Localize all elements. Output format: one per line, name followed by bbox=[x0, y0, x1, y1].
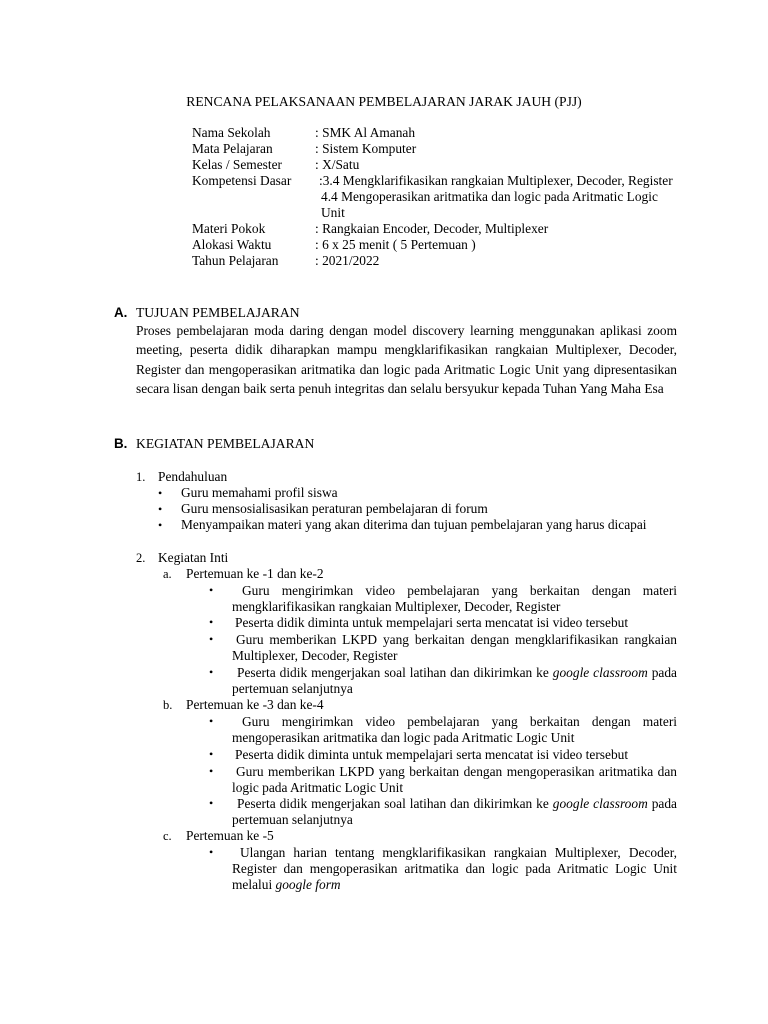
pertemuan-c-letter: c. bbox=[163, 829, 172, 843]
bullet-icon: • bbox=[158, 518, 163, 532]
pertemuan-c-bullet-1-italic: google form bbox=[275, 877, 341, 892]
value-materi: : Rangkaian Encoder, Decoder, Multiplexer bbox=[315, 221, 549, 236]
row-tahun bbox=[192, 253, 682, 269]
document-title: RENCANA PELAKSANAAN PEMBELAJARAN JARAK JAUH (PJJ) bbox=[186, 94, 582, 109]
value-kompetensi bbox=[315, 173, 682, 221]
value-mata-pelajaran: : Sistem Komputer bbox=[315, 141, 417, 156]
pertemuan-c-bullet-1 bbox=[232, 845, 677, 893]
row-materi bbox=[192, 221, 682, 237]
pertemuan-b-bullet-4-pre: Peserta didik mengerjakan soal latihan dan dikirimkan ke bbox=[237, 796, 553, 811]
pertemuan-a-bullet-4 bbox=[232, 665, 677, 697]
item1-bullet-2: Guru mensosialisasikan peraturan pembelajaran di forum bbox=[181, 501, 488, 516]
pertemuan-c-bullet-1-text: Ulangan harian tentang mengklarifikasikan rangkaian Multiplexer, Decoder, Register dan mengoperasikan aritmatika dan logic pada Aritmatic Logic Unit melalui bbox=[232, 845, 677, 892]
bullet-icon: • bbox=[209, 665, 214, 679]
section-b-letter: B. bbox=[114, 436, 128, 451]
section-a-letter: A. bbox=[114, 305, 128, 320]
value-kelas: : X/Satu bbox=[315, 157, 360, 172]
row-alokasi bbox=[192, 237, 682, 253]
pertemuan-c-label: Pertemuan ke -5 bbox=[186, 828, 274, 843]
label-alokasi: Alokasi Waktu bbox=[192, 237, 272, 252]
value-alokasi: : 6 x 25 menit ( 5 Pertemuan ) bbox=[315, 237, 476, 252]
bullet-icon: • bbox=[158, 486, 163, 500]
row-kelas bbox=[192, 157, 682, 173]
pertemuan-b-bullet-4-post: pada pertemuan selanjutnya bbox=[232, 796, 677, 827]
kompetensi-4-4: 4.4 Mengoperasikan aritmatika dan logic pada Aritmatic Logic Unit bbox=[321, 189, 658, 220]
bullet-icon: • bbox=[209, 583, 214, 597]
identity-block bbox=[192, 125, 682, 269]
bullet-icon: • bbox=[209, 845, 214, 859]
item2-number: 2. bbox=[136, 551, 146, 565]
label-nama-sekolah: Nama Sekolah bbox=[192, 125, 271, 140]
pertemuan-a-letter: a. bbox=[163, 567, 172, 581]
item1-number: 1. bbox=[136, 470, 146, 484]
row-mata-pelajaran bbox=[192, 141, 682, 157]
pertemuan-b-bullet-3: Guru memberikan LKPD yang berkaitan dengan mengoperasikan aritmatika dan logic pada Aritmatic Logic Unit bbox=[232, 764, 677, 795]
bullet-icon: • bbox=[209, 615, 214, 629]
pertemuan-a-bullet-4-post: pada pertemuan selanjutnya bbox=[232, 665, 677, 696]
value-nama-sekolah: : SMK Al Amanah bbox=[315, 125, 416, 140]
pertemuan-b-bullet-4-italic: google classroom bbox=[552, 796, 648, 811]
kompetensi-3-4: :3.4 Mengklarifikasikan rangkaian Multiplexer, Decoder, Register bbox=[319, 173, 673, 188]
pertemuan-a-label: Pertemuan ke -1 dan ke-2 bbox=[186, 566, 324, 581]
item1-bullet-1: Guru memahami profil siswa bbox=[181, 485, 338, 500]
item2-label: Kegiatan Inti bbox=[158, 550, 229, 565]
pertemuan-a-bullet-4-italic: google classroom bbox=[552, 665, 648, 680]
bullet-icon: • bbox=[209, 632, 214, 646]
pertemuan-a-bullet-2: Peserta didik diminta untuk mempelajari serta mencatat isi video tersebut bbox=[235, 615, 629, 630]
pertemuan-a-bullet-4-pre: Peserta didik mengerjakan soal latihan dan dikirimkan ke bbox=[237, 665, 553, 680]
label-mata-pelajaran: Mata Pelajaran bbox=[192, 141, 273, 156]
pertemuan-b-label: Pertemuan ke -3 dan ke-4 bbox=[186, 697, 324, 712]
row-kompetensi bbox=[192, 173, 682, 221]
bullet-icon: • bbox=[209, 764, 214, 778]
item1-label: Pendahuluan bbox=[158, 469, 228, 484]
value-tahun: : 2021/2022 bbox=[315, 253, 380, 268]
pertemuan-b-bullet-1: Guru mengirimkan video pembelajaran yang berkaitan dengan materi mengoperasikan aritmatika dan logic pada Aritmatic Logic Unit bbox=[232, 714, 677, 745]
label-tahun: Tahun Pelajaran bbox=[192, 253, 279, 268]
pertemuan-b-bullet-4 bbox=[232, 796, 677, 828]
bullet-icon: • bbox=[158, 502, 163, 516]
row-nama-sekolah bbox=[192, 125, 682, 141]
section-b-heading: KEGIATAN PEMBELAJARAN bbox=[136, 436, 315, 451]
label-materi: Materi Pokok bbox=[192, 221, 266, 236]
label-kelas: Kelas / Semester bbox=[192, 157, 282, 172]
bullet-icon: • bbox=[209, 796, 214, 810]
pertemuan-b-bullet-2: Peserta didik diminta untuk mempelajari serta mencatat isi video tersebut bbox=[235, 747, 629, 762]
item1-bullet-3: Menyampaikan materi yang akan diterima dan tujuan pembelajaran yang harus dicapai bbox=[181, 517, 647, 532]
section-a-heading: TUJUAN PEMBELAJARAN bbox=[136, 305, 300, 320]
section-a-paragraph: Proses pembelajaran moda daring dengan model discovery learning menggunakan aplikasi zoom meeting, peserta didik diharapkan mampu mengklarifikasikan rangkaian Multiplexer, Decoder, Register dan mengoperasikan aritmatika dan logic pada Aritmatic Logic Unit yang dipresentasikan secara lisan dengan baik serta penuh integritas dan selalu bersyukur kepada Tuhan Yang Maha Esa bbox=[136, 323, 677, 397]
label-kompetensi: Kompetensi Dasar bbox=[192, 173, 292, 188]
pertemuan-b-letter: b. bbox=[163, 698, 173, 712]
bullet-icon: • bbox=[209, 747, 214, 761]
bullet-icon: • bbox=[209, 714, 214, 728]
pertemuan-a-bullet-3: Guru memberikan LKPD yang berkaitan dengan mengklarifikasikan rangkaian Multiplexer, Decoder, Register bbox=[232, 632, 677, 663]
pertemuan-a-bullet-1: Guru mengirimkan video pembelajaran yang berkaitan dengan materi mengklarifikasikan rangkaian Multiplexer, Decoder, Register bbox=[232, 583, 677, 614]
